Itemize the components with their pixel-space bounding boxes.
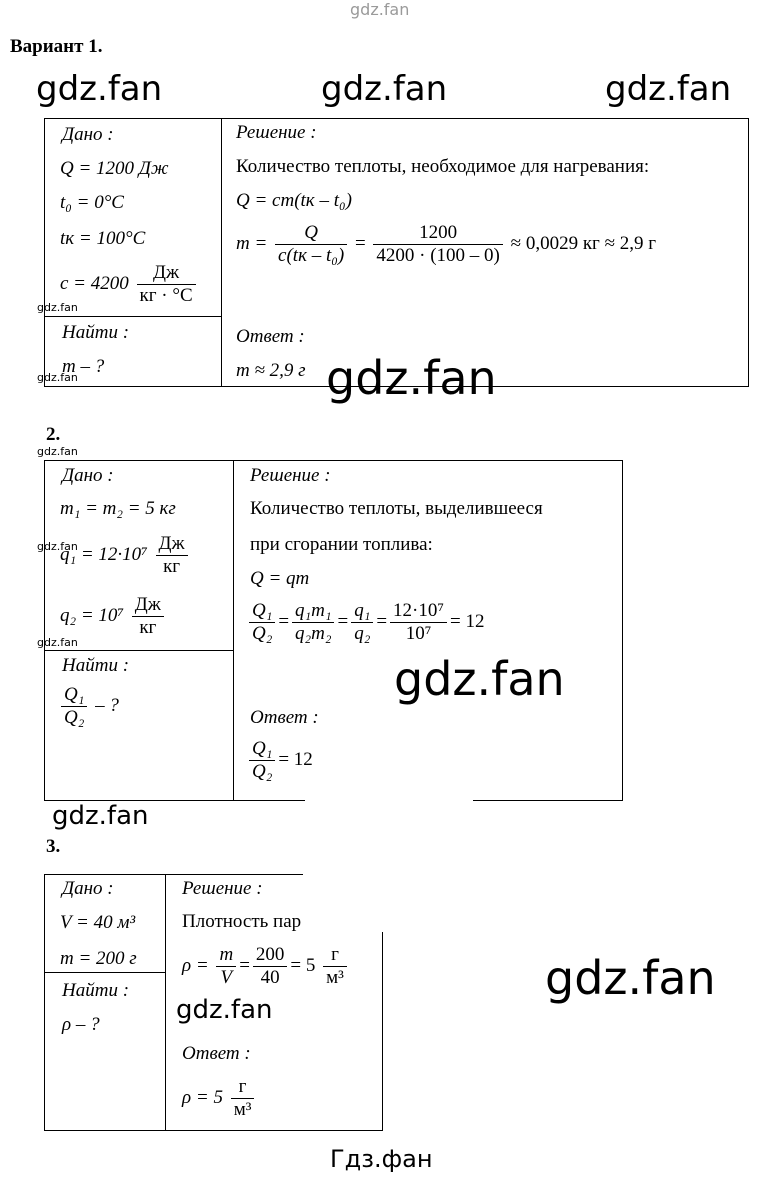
problem1-m-eq: m = [236, 233, 268, 255]
problem2-q2-unit-num: Дж [132, 594, 164, 617]
problem2-ratio-result: = 12 [449, 611, 485, 633]
problem3-bottom-border [44, 1130, 382, 1131]
problem3-frac-1-num: m [216, 944, 236, 967]
problem3-number: 3. [46, 836, 61, 857]
problem2-ratio-d-den: 10⁷ [405, 622, 432, 644]
problem1-frac-2 [373, 222, 502, 268]
problem2-ratio-b-num: q₁m₁ [292, 600, 334, 623]
problem1-frac-2-num: 1200 [373, 222, 502, 245]
problem1-frac-2-den: 4200 · (100 – 0) [376, 244, 500, 266]
problem3-frac-2-den: 40 [260, 966, 280, 988]
problem1-answer: m ≈ 2,9 г [236, 360, 306, 381]
problem2-ratio-a-num: Q₁ [249, 600, 275, 623]
problem1-given-divider [44, 316, 221, 317]
problem2-answer-tail: = 12 [278, 749, 313, 771]
problem3-rho-eq: ρ = [182, 955, 209, 977]
watermark-5: gdz.fan [394, 652, 565, 706]
variant-title: Вариант 1. [10, 36, 103, 57]
problem3-right-border [382, 932, 383, 1131]
problem1-c-value: c = 4200 [60, 273, 129, 295]
watermark-3: gdz.fan [605, 69, 732, 109]
problem2-answer [246, 738, 313, 784]
problem3-given-v: V = 40 м³ [60, 912, 136, 933]
problem1-solution-text: Количество теплоты, необходимое для нагревания: [236, 156, 650, 177]
problem3-given-label: Дано : [62, 878, 114, 899]
problem1-frac-1 [275, 222, 347, 268]
watermark-small-3: gdz.fan [37, 445, 78, 458]
problem2-ratio-d-num: 12·10⁷ [390, 600, 447, 623]
problem1-given-tk: tк = 100°C [60, 228, 146, 249]
problem3-mid: = 5 [290, 955, 316, 977]
problem2-answer-frac [249, 738, 275, 784]
problem2-q2-unit [132, 594, 164, 640]
problem2-formula: Q = qm [250, 568, 310, 589]
watermark-8: gdz.fan [545, 951, 716, 1005]
problem3-find: ρ – ? [62, 1014, 100, 1035]
problem1-frac-1-den: c(tк – t₀) [278, 244, 345, 266]
problem2-ratio-c [351, 600, 373, 646]
problem3-frac-2 [253, 944, 288, 990]
problem2-ratio-a-den: Q₂ [252, 622, 273, 644]
problem2-solution-line2: при сгорании топлива: [250, 534, 433, 555]
problem3-solution-label: Решение : [182, 878, 263, 899]
problem2-solution-line1: Количество теплоты, выделившееся [250, 498, 543, 519]
watermark-small-1: gdz.fan [37, 301, 78, 314]
problem3-frac-1-den: V [220, 966, 233, 988]
problem3-unit [323, 944, 347, 990]
problem2-ratio-b-den: q₂m₂ [295, 622, 332, 644]
problem3-answer [182, 1076, 257, 1122]
problem2-q1-unit-den: кг [163, 555, 181, 577]
watermark-1: gdz.fan [36, 69, 163, 109]
problem1-calculation [236, 222, 656, 268]
problem2-given-q2 [60, 594, 167, 640]
problem2-ratio: $\frac{\text{Q₁}}{\text{Q₂}}$ = $\frac{\text{q₁m₁}}{\text{q₂m₂}}$ = $\frac{\text{q₁}}{\text{q₂}}$ = $\frac{\text{12·10⁷}}{\text{10⁷}}$ = 12 [246, 600, 484, 646]
problem3-given-divider [44, 972, 165, 973]
problem3-divider [165, 874, 166, 1131]
problem2-solution-label: Решение : [250, 465, 331, 486]
problem2-answer-den: Q₂ [252, 760, 273, 782]
problem3-answer-unit-num: г [231, 1076, 255, 1099]
watermark-4: gdz.fan [326, 351, 497, 405]
problem2-ratio-d [390, 600, 447, 646]
watermark-2: gdz.fan [321, 69, 448, 109]
problem1-c-unit-den: кг · °C [139, 284, 193, 306]
problem2-q1-unit [156, 533, 188, 579]
problem1-divider [221, 118, 222, 386]
problem2-q2-unit-den: кг [139, 616, 157, 638]
problem1-result: ≈ 0,0029 кг ≈ 2,9 г [510, 233, 657, 255]
problem1-formula: Q = cm(tк – t₀) [236, 190, 352, 211]
problem2-given-label: Дано : [62, 465, 114, 486]
problem1-eq-sign: = [354, 233, 366, 255]
problem2-ratio-c-den: q₂ [354, 622, 371, 644]
problem3-answer-unit [231, 1076, 255, 1122]
problem3-answer-label: Ответ : [182, 1043, 251, 1064]
problem3-answer-unit-den: м³ [233, 1098, 252, 1120]
problem1-given-c [60, 262, 199, 308]
problem2-ratio-a [249, 600, 275, 646]
problem1-given-q: Q = 1200 Дж [60, 158, 169, 179]
problem1-solution-label: Решение : [236, 122, 317, 143]
problem2-ratio-c-num: q₁ [351, 600, 373, 623]
problem2-find-frac [61, 684, 87, 730]
problem3-unit-num: г [323, 944, 347, 967]
problem3-given-m: m = 200 г [60, 948, 137, 969]
watermark-footer: Гдз.фан [330, 1145, 433, 1173]
problem2-q1-value: q₁ = 12·10⁷ [60, 544, 148, 566]
problem2-q1-unit-num: Дж [156, 533, 188, 556]
watermark-small-2: gdz.fan [37, 371, 78, 384]
problem2-given-m: m₁ = m₂ = 5 кг [60, 498, 176, 519]
problem2-find-den: Q₂ [64, 706, 85, 728]
watermark-7: gdz.fan [176, 995, 273, 1025]
watermark-6: gdz.fan [52, 801, 149, 831]
problem1-find: m – ? [62, 356, 105, 377]
problem3-answer-value: ρ = 5 [182, 1087, 223, 1109]
problem1-given-label: Дано : [62, 124, 114, 145]
problem2-given-divider [44, 650, 233, 651]
problem3-frac-2-num: 200 [253, 944, 288, 967]
problem2-q2-value: q₂ = 10⁷ [60, 605, 125, 627]
problem3-calculation: ρ = $\frac{m}{V}$ = $\frac{200}{40}$ = 5 $\frac{г}{\text{м³}}$ [182, 944, 350, 990]
problem2-divider [233, 460, 234, 800]
problem1-frac-1-num: Q [275, 222, 347, 245]
watermark-small-4: gdz.fan [37, 540, 78, 553]
watermark-top: gdz.fan [350, 0, 410, 19]
problem1-given-t0: t₀ = 0°C [60, 192, 124, 213]
problem1-answer-label: Ответ : [236, 326, 305, 347]
problem3-find-label: Найти : [62, 980, 130, 1001]
problem2-find-num: Q₁ [61, 684, 87, 707]
problem2-border-gap [305, 797, 473, 801]
problem2-answer-num: Q₁ [249, 738, 275, 761]
problem3-left-border [44, 874, 45, 1131]
problem2-find [58, 684, 119, 730]
problem2-given-q1 [60, 533, 191, 579]
problem2-ratio-b [292, 600, 334, 646]
problem1-c-unit [137, 262, 196, 308]
watermark-small-5: gdz.fan [37, 636, 78, 649]
problem3-unit-den: м³ [326, 966, 344, 988]
problem1-find-label: Найти : [62, 322, 130, 343]
problem3-top-border [44, 874, 303, 875]
problem2-number: 2. [46, 424, 61, 445]
problem2-find-label: Найти : [62, 655, 130, 676]
problem3-frac-1 [216, 944, 236, 990]
problem1-c-unit-num: Дж [137, 262, 196, 285]
problem3-solution-text: Плотность пар [182, 911, 302, 932]
problem2-find-tail: – ? [95, 695, 119, 717]
problem2-answer-label: Ответ : [250, 707, 319, 728]
